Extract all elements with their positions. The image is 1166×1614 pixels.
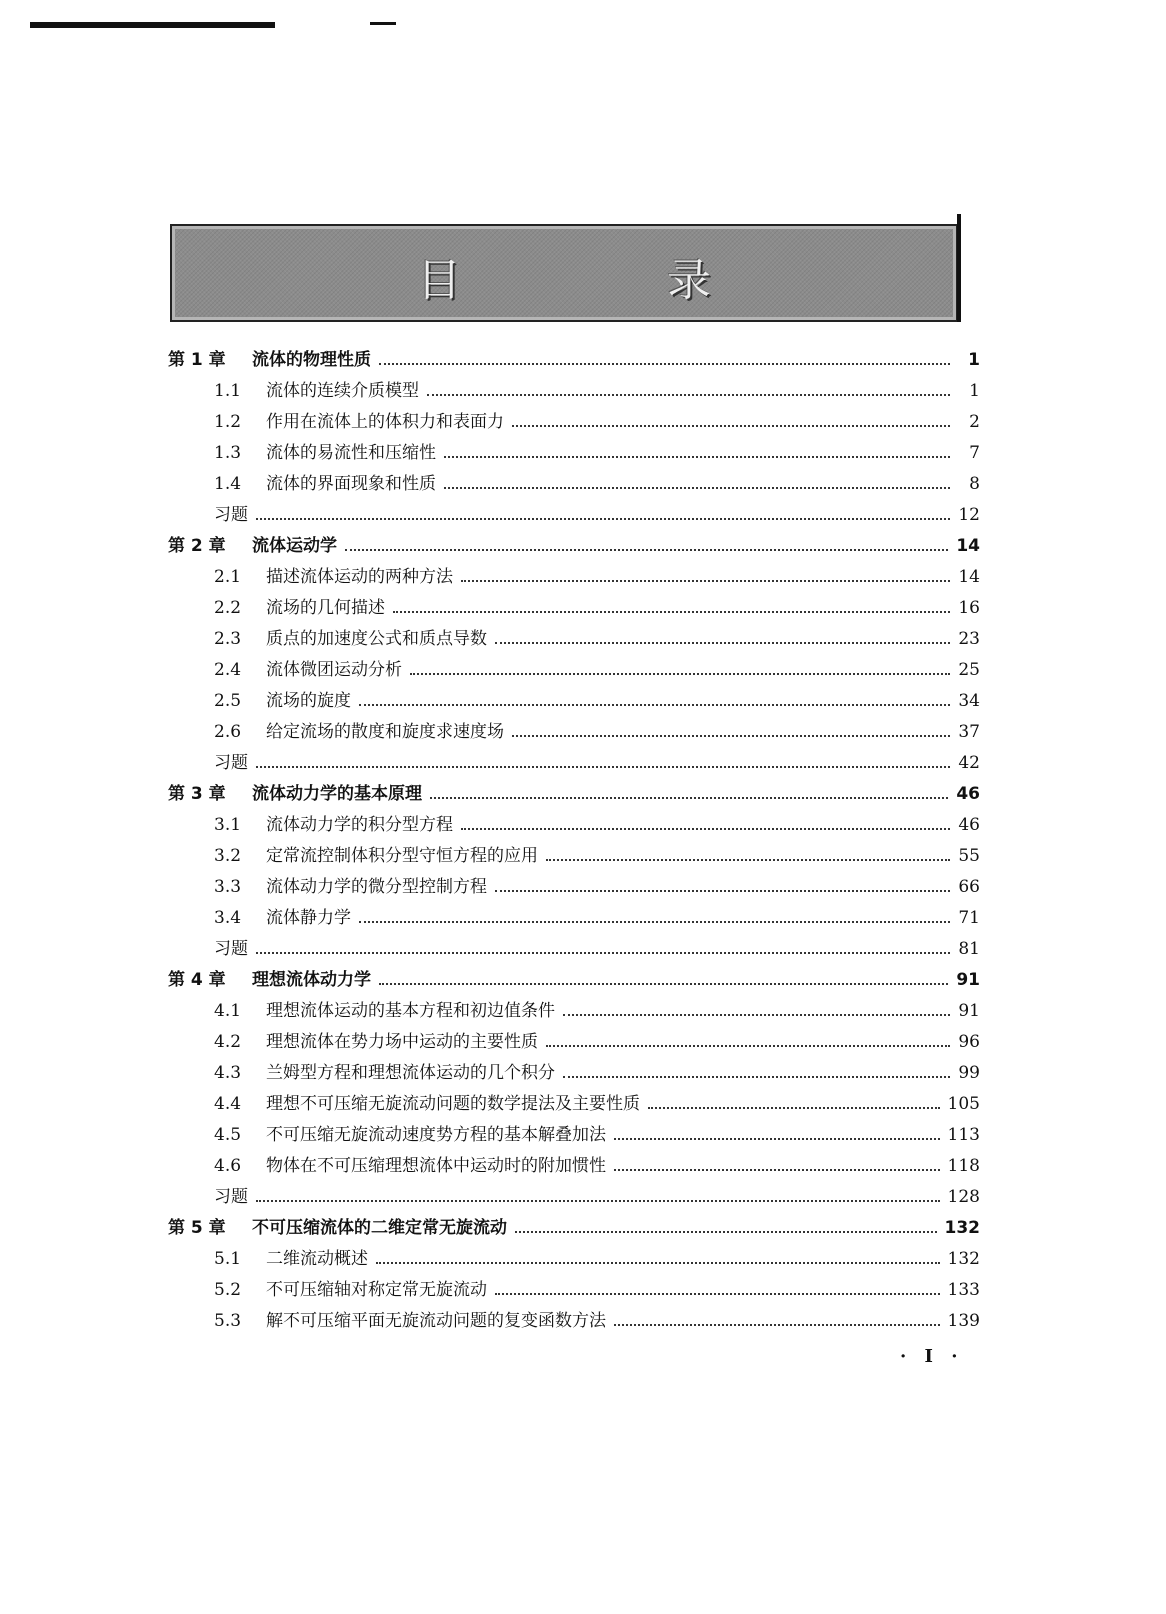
toc-dot-leader: [495, 890, 950, 892]
toc-dot-leader: [379, 983, 948, 985]
toc-entry-number: 3.3: [214, 876, 242, 897]
toc-exercise-entry[interactable]: [168, 1181, 980, 1212]
toc-entry-number: 第 5 章: [168, 1217, 226, 1238]
toc-section-entry[interactable]: [168, 840, 980, 871]
toc-dot-leader: [495, 1293, 940, 1295]
toc-entry-label: 不可压缩无旋流动速度势方程的基本解叠加法: [266, 1124, 606, 1145]
toc-entry-number: 4.1: [214, 1000, 242, 1021]
toc-entry-label: 流体的易流性和压缩性: [266, 442, 436, 463]
toc-exercise-entry[interactable]: [168, 747, 980, 778]
toc-section-entry[interactable]: [168, 1057, 980, 1088]
toc-chapter-entry[interactable]: [168, 778, 980, 809]
toc-dot-leader: [393, 611, 950, 613]
toc-entry-label: 二维流动概述: [266, 1248, 368, 1269]
toc-page-number: 128: [947, 1186, 980, 1207]
toc-entry-number: 4.5: [214, 1124, 242, 1145]
toc-entry-label: 习题: [214, 504, 248, 525]
toc-page-number: 139: [947, 1310, 980, 1331]
toc-entry-label: 习题: [214, 1186, 248, 1207]
toc-page-number: 42: [958, 752, 980, 773]
toc-entry-label: 质点的加速度公式和质点导数: [266, 628, 487, 649]
toc-entry-label: 流体运动学: [252, 535, 337, 556]
toc-dot-leader: [563, 1014, 950, 1016]
toc-dot-leader: [444, 487, 950, 489]
toc-section-entry[interactable]: [168, 1150, 980, 1181]
toc-page-number: 118: [947, 1155, 980, 1176]
toc-page-number: 34: [958, 690, 980, 711]
toc-dot-leader: [546, 1045, 950, 1047]
toc-page-number: 55: [958, 845, 980, 866]
toc-dot-leader: [495, 642, 950, 644]
toc-entry-label: 不可压缩轴对称定常无旋流动: [266, 1279, 487, 1300]
toc-dot-leader: [614, 1169, 940, 1171]
toc-entry-label: 流体动力学的基本原理: [252, 783, 422, 804]
toc-page-number: 99: [958, 1062, 980, 1083]
toc-entry-label: 不可压缩流体的二维定常无旋流动: [252, 1217, 507, 1238]
toc-page-number: 37: [958, 721, 980, 742]
toc-section-entry[interactable]: [168, 995, 980, 1026]
toc-entry-label: 流体的界面现象和性质: [266, 473, 436, 494]
toc-dot-leader: [546, 859, 950, 861]
page-title: 目 录: [417, 255, 807, 306]
toc-entry-label: 给定流场的散度和旋度求速度场: [266, 721, 504, 742]
toc-dot-leader: [430, 797, 948, 799]
toc-entry-number: 4.6: [214, 1155, 242, 1176]
toc-section-entry[interactable]: [168, 809, 980, 840]
toc-entry-number: 1.1: [214, 380, 242, 401]
toc-entry-number: 2.1: [214, 566, 242, 587]
toc-entry-label: 作用在流体上的体积力和表面力: [266, 411, 504, 432]
toc-page-number: 2: [969, 411, 980, 432]
toc-section-entry[interactable]: [168, 902, 980, 933]
toc-entry-label: 流体动力学的积分型方程: [266, 814, 453, 835]
toc-page-number: 132: [944, 1217, 980, 1238]
toc-dot-leader: [614, 1138, 940, 1140]
toc-entry-number: 4.4: [214, 1093, 242, 1114]
toc-page-number: 91: [956, 969, 980, 990]
toc-entry-label: 解不可压缩平面无旋流动问题的复变函数方法: [266, 1310, 606, 1331]
toc-entry-number: 5.2: [214, 1279, 242, 1300]
toc-page-number: 96: [958, 1031, 980, 1052]
toc-dot-leader: [256, 518, 950, 520]
toc-page-number: 132: [947, 1248, 980, 1269]
toc-section-entry[interactable]: [168, 437, 980, 468]
toc-entry-label: 定常流控制体积分型守恒方程的应用: [266, 845, 538, 866]
toc-dot-leader: [427, 394, 950, 396]
toc-dot-leader: [563, 1076, 950, 1078]
toc-page-number: 66: [958, 876, 980, 897]
toc-dot-leader: [359, 704, 950, 706]
toc-entry-number: 1.2: [214, 411, 242, 432]
toc-entry-label: 习题: [214, 752, 248, 773]
toc-dot-leader: [359, 921, 950, 923]
toc-page-number: 14: [958, 566, 980, 587]
title-banner: [170, 224, 958, 322]
toc-section-entry[interactable]: [168, 623, 980, 654]
toc-dot-leader: [648, 1107, 940, 1109]
toc-section-entry[interactable]: [168, 871, 980, 902]
toc-entry-number: 3.2: [214, 845, 242, 866]
toc-entry-label: 流体动力学的微分型控制方程: [266, 876, 487, 897]
toc-page-number: 7: [969, 442, 980, 463]
toc-page-number: 14: [956, 535, 980, 556]
toc-dot-leader: [512, 735, 950, 737]
toc-entry-number: 1.3: [214, 442, 242, 463]
toc-page-number: 8: [969, 473, 980, 494]
toc-dot-leader: [376, 1262, 940, 1264]
toc-page-number: 91: [958, 1000, 980, 1021]
toc-page-number: 81: [958, 938, 980, 959]
toc-entry-label: 理想流体在势力场中运动的主要性质: [266, 1031, 538, 1052]
toc-entry-number: 5.3: [214, 1310, 242, 1331]
toc-exercise-entry[interactable]: [168, 499, 980, 530]
scan-edge-mark: [370, 22, 396, 25]
toc-dot-leader: [614, 1324, 940, 1326]
toc-entry-label: 理想流体动力学: [252, 969, 371, 990]
toc-section-entry[interactable]: [168, 685, 980, 716]
toc-dot-leader: [256, 766, 950, 768]
toc-chapter-entry[interactable]: [168, 344, 980, 375]
toc-section-entry[interactable]: [168, 468, 980, 499]
toc-section-entry[interactable]: [168, 1026, 980, 1057]
toc-chapter-entry[interactable]: [168, 1212, 980, 1243]
toc-entry-number: 1.4: [214, 473, 242, 494]
toc-chapter-entry[interactable]: [168, 530, 980, 561]
toc-entry-number: 2.5: [214, 690, 242, 711]
toc-entry-label: 流体的连续介质模型: [266, 380, 419, 401]
toc-entry-number: 4.3: [214, 1062, 242, 1083]
toc-page-number: 46: [958, 814, 980, 835]
toc-entry-label: 流场的几何描述: [266, 597, 385, 618]
toc-entry-label: 理想流体运动的基本方程和初边值条件: [266, 1000, 555, 1021]
toc-dot-leader: [256, 952, 950, 954]
scan-edge-mark: [30, 22, 275, 28]
toc-entry-number: 2.3: [214, 628, 242, 649]
toc-dot-leader: [410, 673, 950, 675]
toc-page-number: 46: [956, 783, 980, 804]
toc-page-number: 105: [947, 1093, 980, 1114]
toc-entry-label: 描述流体运动的两种方法: [266, 566, 453, 587]
toc-dot-leader: [461, 828, 950, 830]
toc-page-number: 1: [968, 349, 980, 370]
toc-section-entry[interactable]: [168, 654, 980, 685]
toc-dot-leader: [515, 1231, 937, 1233]
toc-section-entry[interactable]: [168, 406, 980, 437]
toc-entry-number: 3.1: [214, 814, 242, 835]
toc-page-number: 113: [947, 1124, 980, 1145]
toc-section-entry[interactable]: [168, 561, 980, 592]
toc-entry-number: 第 1 章: [168, 349, 226, 370]
toc-entry-label: 物体在不可压缩理想流体中运动时的附加惯性: [266, 1155, 606, 1176]
toc-entry-number: 第 4 章: [168, 969, 226, 990]
toc-entry-number: 第 3 章: [168, 783, 226, 804]
title-banner-shadow: [957, 214, 961, 322]
toc-entry-number: 2.6: [214, 721, 242, 742]
toc-entry-number: 5.1: [214, 1248, 242, 1269]
toc-entry-number: 2.2: [214, 597, 242, 618]
toc-entry-label: 兰姆型方程和理想流体运动的几个积分: [266, 1062, 555, 1083]
toc-page-number: 12: [958, 504, 980, 525]
toc-section-entry[interactable]: [168, 592, 980, 623]
toc-entry-label: 流体静力学: [266, 907, 351, 928]
toc-section-entry[interactable]: [168, 1274, 980, 1305]
table-of-contents: [168, 344, 980, 1336]
toc-dot-leader: [444, 456, 950, 458]
toc-page-number: 25: [958, 659, 980, 680]
toc-dot-leader: [345, 549, 948, 551]
toc-chapter-entry[interactable]: [168, 964, 980, 995]
toc-dot-leader: [512, 425, 950, 427]
toc-page-number: 71: [958, 907, 980, 928]
toc-entry-label: 流体的物理性质: [252, 349, 371, 370]
toc-section-entry[interactable]: [168, 1243, 980, 1274]
toc-entry-number: 第 2 章: [168, 535, 226, 556]
page-number: · Ⅰ ·: [900, 1346, 964, 1367]
toc-entry-label: 流场的旋度: [266, 690, 351, 711]
toc-section-entry[interactable]: [168, 1305, 980, 1336]
toc-section-entry[interactable]: [168, 1119, 980, 1150]
toc-page-number: 1: [969, 380, 980, 401]
toc-exercise-entry[interactable]: [168, 933, 980, 964]
toc-dot-leader: [256, 1200, 940, 1202]
toc-section-entry[interactable]: [168, 1088, 980, 1119]
toc-dot-leader: [379, 363, 950, 365]
toc-entry-number: 3.4: [214, 907, 242, 928]
toc-entry-label: 流体微团运动分析: [266, 659, 402, 680]
toc-section-entry[interactable]: [168, 375, 980, 406]
toc-entry-number: 4.2: [214, 1031, 242, 1052]
toc-page-number: 16: [958, 597, 980, 618]
toc-entry-label: 理想不可压缩无旋流动问题的数学提法及主要性质: [266, 1093, 640, 1114]
toc-dot-leader: [461, 580, 950, 582]
toc-entry-number: 2.4: [214, 659, 242, 680]
toc-page-number: 133: [947, 1279, 980, 1300]
toc-section-entry[interactable]: [168, 716, 980, 747]
toc-page-number: 23: [958, 628, 980, 649]
toc-entry-label: 习题: [214, 938, 248, 959]
